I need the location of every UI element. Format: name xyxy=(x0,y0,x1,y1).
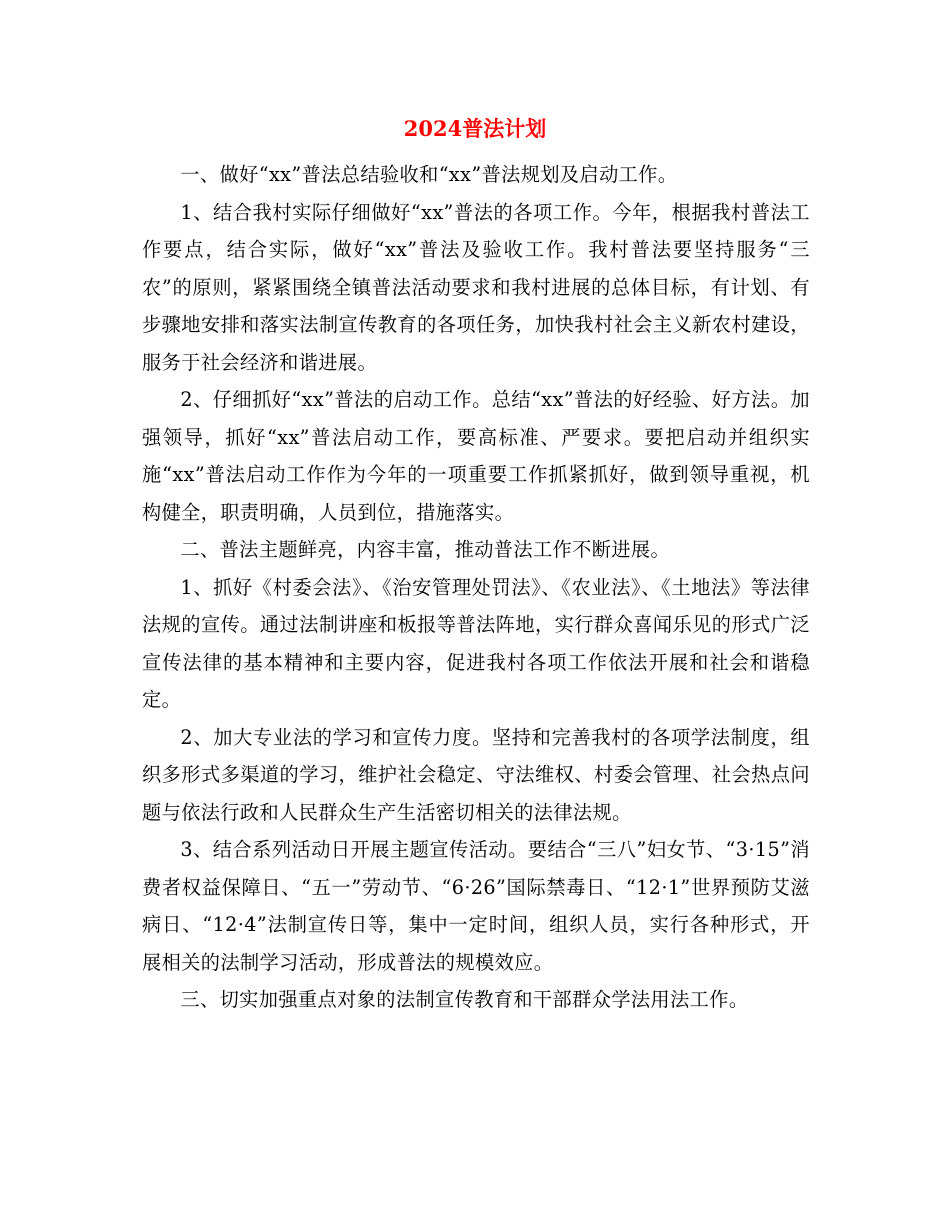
paragraph-2-1: 1、抓好《村委会法》、《治安管理处罚法》、《农业法》、《土地法》等法律法规的宣传。通过法制讲座和板报等普法阵地，实行群众喜闻乐见的形式广泛宣传法律的基本精神和主要内容，促进我村各项工作依法开展和社会和谐稳定。 xyxy=(142,575,810,711)
document-body xyxy=(142,156,810,1019)
paragraph-section-3-heading: 三、切实加强重点对象的法制宣传教育和干部群众学法用法工作。 xyxy=(180,988,749,1011)
document-title: 2024普法计划 xyxy=(403,116,547,141)
paragraph-2-2: 2、加大专业法的学习和宣传力度。坚持和完善我村的各项学法制度，组织多形式多渠道的学习，维护社会稳定、守法维权、村委会管理、社会热点问题与依法行政和人民群众生产生活密切相关的法律法规。 xyxy=(142,725,810,824)
paragraph-1-2: 2、仔细抓好“xx”普法的启动工作。总结“xx”普法的好经验、好方法。加强领导，抓好“xx”普法启动工作，要高标准、严要求。要把启动并组织实施“xx”普法启动工作作为今年的一项重要工作抓紧抓好，做到领导重视，机构健全，职责明确，人员到位，措施落实。 xyxy=(142,388,810,524)
paragraph-1-1: 1、结合我村实际仔细做好“xx”普法的各项工作。今年，根据我村普法工作要点，结合实际，做好“xx”普法及验收工作。我村普法要坚持服务“三农”的原则，紧紧围绕全镇普法活动要求和我村进展的总体目标，有计划、有步骤地安排和落实法制宣传教育的各项任务，加快我村社会主义新农村建设，服务于社会经济和谐进展。 xyxy=(142,200,810,374)
paragraph-section-1-heading: 一、做好“xx”普法总结验收和“xx”普法规划及启动工作。 xyxy=(180,163,678,186)
paragraph-section-2-heading: 二、普法主题鲜亮，内容丰富，推动普法工作不断进展。 xyxy=(180,538,671,561)
paragraph-2-3: 3、结合系列活动日开展主题宣传活动。要结合“三八”妇女节、“3·15”消费者权益保障日、“五一”劳动节、“6·26”国际禁毒日、“12·1”世界预防艾滋病日、“12·4”法制宣传日等，集中一定时间，组织人员，实行各种形式，开展相关的法制学习活动，形成普法的规模效应。 xyxy=(142,838,810,974)
